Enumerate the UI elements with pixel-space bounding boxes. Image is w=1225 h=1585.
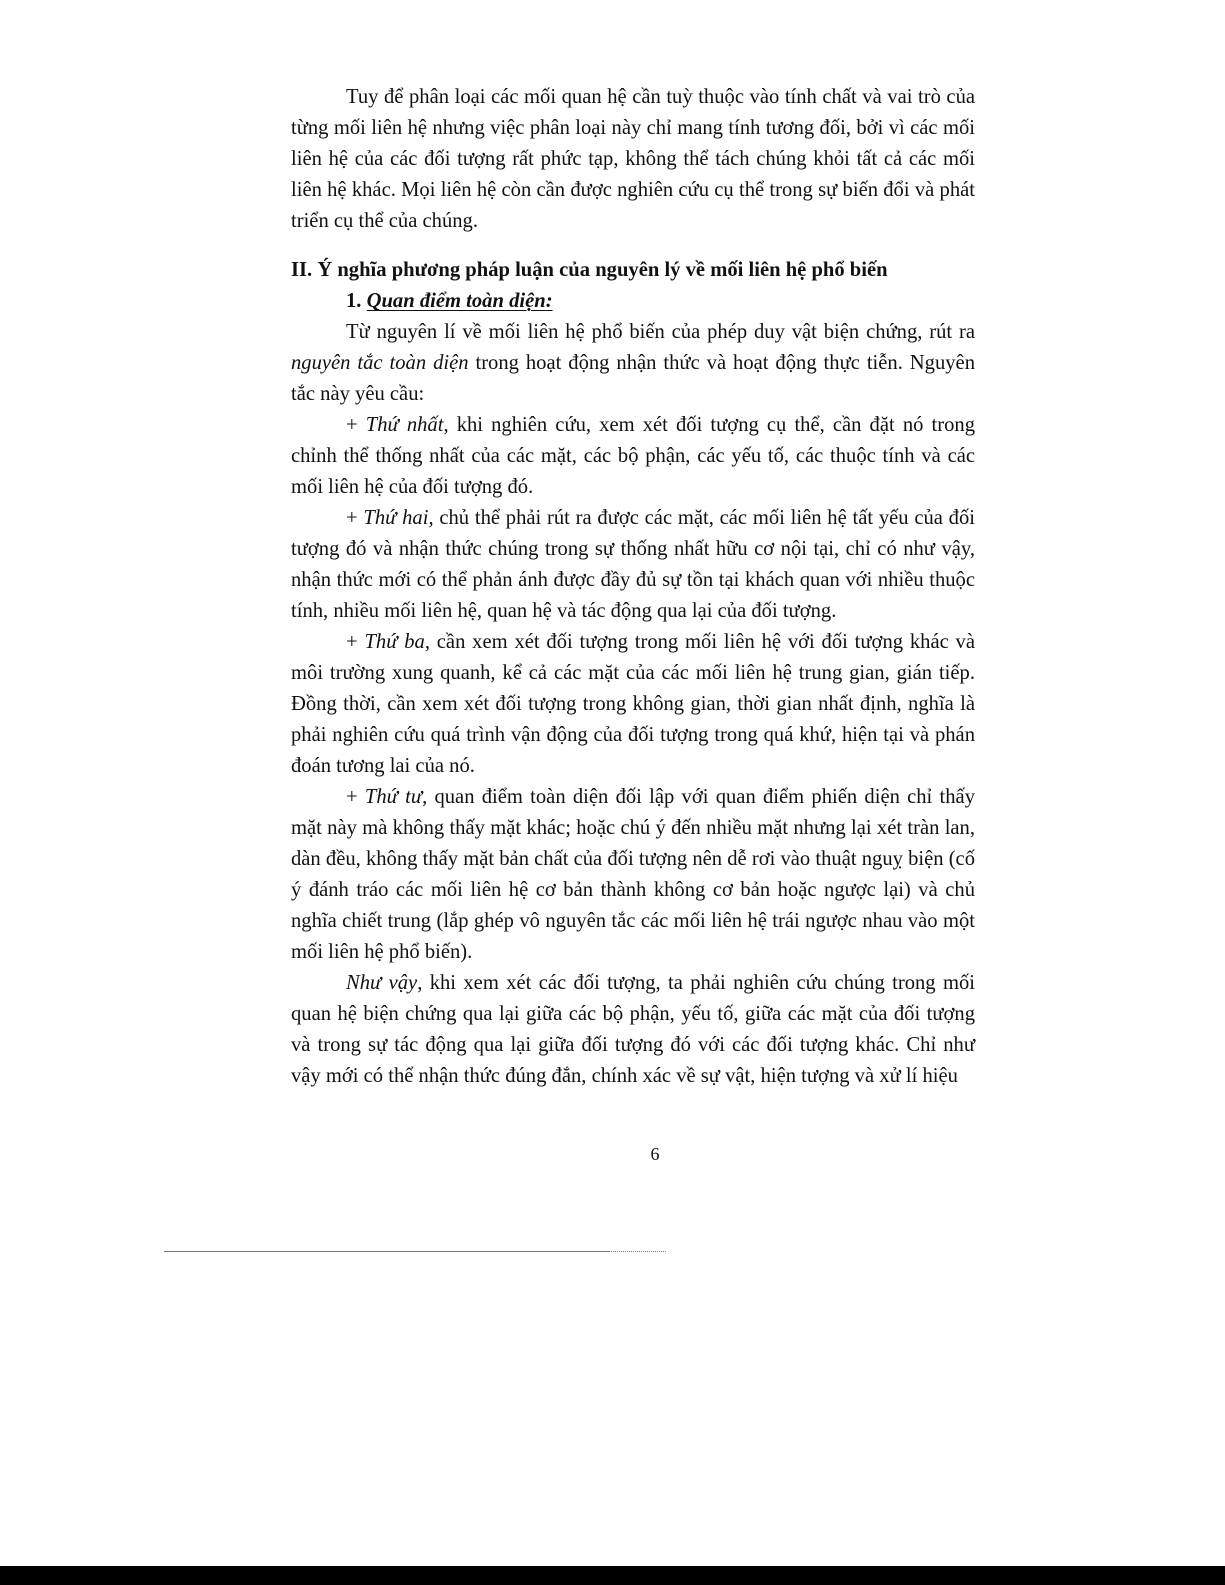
conclusion-text: , khi xem xét các đối tượng, ta phải nghiên cứu chúng trong mối quan hệ biện chứng qua lại giữa các bộ phận, yếu tố, giữa các mặt của đối tượng và trong sự tác động qua lại giữa đối tượng đó với các đối tượng khác. Chỉ như vậy mới có thể nhận thức đúng đắn, chính xác về sự vật, hiện tượng và xử lí hiệu [291, 972, 975, 1087]
point-label: Thứ tư [364, 786, 423, 808]
point-label: Thứ nhất [365, 414, 444, 436]
point-text: , chủ thể phải rút ra được các mặt, các mối liên hệ tất yếu của đối tượng đó và nhận thức chúng trong sự thống nhất hữu cơ nội tại, chỉ có như vậy, nhận thức mới có thể phản ánh được đầy đủ sự tồn tại khách quan với nhiều thuộc tính, nhiều mối liên hệ, quan hệ và tác động qua lại của đối tượng. [291, 507, 975, 622]
point-prefix: + [346, 507, 364, 529]
point-prefix: + [346, 786, 365, 808]
page-body [291, 82, 975, 1092]
paragraph-conclusion [291, 968, 975, 1092]
point-text: , quan điểm toàn diện đối lập với quan điểm phiến diện chỉ thấy mặt này mà không thấy mặt khác; hoặc chú ý đến nhiều mặt nhưng lại xét tràn lan, dàn đều, không thấy mặt bản chất của đối tượng nên dễ rơi vào thuật nguỵ biện (cố ý đánh tráo các mối liên hệ cơ bản thành không cơ bản hoặc ngược lại) và chủ nghĩa chiết trung (lắp ghép vô nguyên tắc các mối liên hệ trái ngược nhau vào một mối liên hệ phổ biến). [291, 786, 975, 963]
section-heading: II. Ý nghĩa phương pháp luận của nguyên lý về mối liên hệ phổ biến [291, 259, 888, 281]
point-text: , khi nghiên cứu, xem xét đối tượng cụ thể, cần đặt nó trong chỉnh thể thống nhất của các mặt, các bộ phận, các yếu tố, các thuộc tính và các mối liên hệ của đối tượng đó. [291, 414, 975, 498]
point-third [291, 627, 975, 782]
point-first [291, 410, 975, 503]
point-label: Thứ ba [364, 631, 425, 653]
point-prefix: + [346, 414, 366, 436]
bottom-edge-bar [0, 1566, 1225, 1585]
paragraph-intro [291, 317, 975, 410]
point-prefix: + [346, 631, 365, 653]
sub-heading [291, 286, 975, 317]
page-number: 6 [650, 1144, 660, 1164]
paragraph-classification: Tuy để phân loại các mối quan hệ cần tuỳ thuộc vào tính chất và vai trò của từng mối liên hệ nhưng việc phân loại này chỉ mang tính tương đối, bởi vì các mối liên hệ của các đối tượng rất phức tạp, không thể tách chúng khỏi tất cả các mối liên hệ khác. Mọi liên hệ còn cần được nghiên cứu cụ thể trong sự biến đổi và phát triển cụ thể của chúng. [291, 86, 975, 232]
intro-text-after: trong hoạt động nhận thức và hoạt động thực tiễn. Nguyên tắc này yêu cầu: [291, 352, 975, 405]
footnote-separator-dotted [608, 1251, 666, 1252]
footnote-separator [164, 1251, 608, 1252]
point-fourth [291, 782, 975, 968]
intro-italic-term: nguyên tắc toàn diện [291, 352, 469, 374]
point-text: , cần xem xét đối tượng trong mối liên hệ với đối tượng khác và môi trường xung quanh, kể cả các mặt của các mối liên hệ trung gian, gián tiếp. Đồng thời, cần xem xét đối tượng trong không gian, thời gian nhất định, nghĩa là phải nghiên cứu quá trình vận động của đối tượng trong quá khứ, hiện tại và phán đoán tương lai của nó. [291, 631, 975, 777]
sub-heading-title: Quan điểm toàn diện: [366, 290, 553, 312]
intro-text-before: Từ nguyên lí về mối liên hệ phổ biến của phép duy vật biện chứng, rút ra [346, 321, 975, 343]
sub-heading-number: 1. [346, 290, 362, 312]
point-second [291, 503, 975, 627]
conclusion-italic: Như vậy [346, 972, 418, 994]
point-label: Thứ hai [363, 507, 429, 529]
